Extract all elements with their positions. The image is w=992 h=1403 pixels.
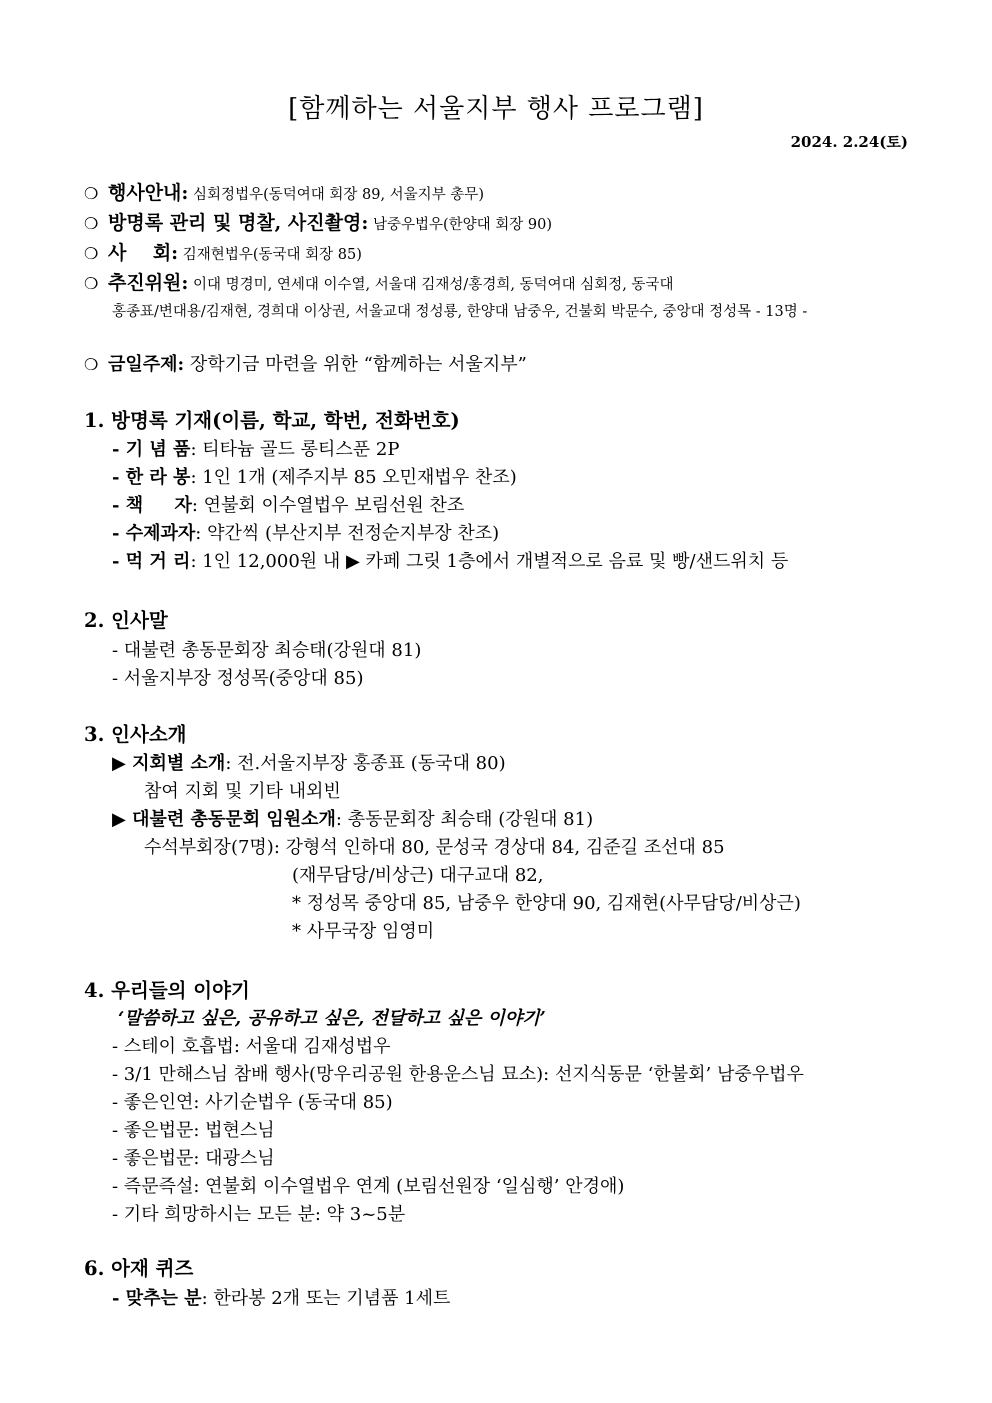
list-item: 참여 지회 및 기타 내외빈 (144, 781, 341, 802)
info-guestbook: ❍ 방명록 관리 및 명찰, 사진촬영: 남중우법우(한양대 회장 90) (84, 210, 552, 238)
circle-bullet-icon: ❍ (84, 355, 99, 374)
event-date: 2024. 2.24(토) (790, 133, 908, 151)
list-item: - 한 라 봉: 1인 1개 (제주지부 85 오민재법우 찬조) (112, 467, 517, 488)
section-4-heading: 4. 우리들의 이야기 (84, 979, 250, 1002)
list-item: * 사무국장 임영미 (292, 921, 435, 942)
list-item: - 맞추는 분: 한라봉 2개 또는 기념품 1세트 (112, 1288, 451, 1309)
list-item: - 수제과자: 약간씩 (부산지부 전정순지부장 찬조) (112, 523, 500, 544)
section-2-heading: 2. 인사말 (84, 609, 168, 632)
list-item: - 먹 거 리: 1인 12,000원 내 ▶ 카페 그릿 1층에서 개별적으로 음료 및 빵/샌드위치 등 (112, 551, 789, 572)
circle-bullet-icon: ❍ (84, 244, 99, 263)
list-item: - 좋은인연: 사기순법우 (동국대 85) (112, 1092, 393, 1113)
list-item: 수석부회장(7명): 강형석 인하대 80, 문성국 경상대 84, 김준길 조선대 85 (144, 837, 725, 858)
section-1-heading: 1. 방명록 기재(이름, 학교, 학번, 전화번호) (84, 409, 460, 432)
list-item: - 즉문즉설: 연불회 이수열법우 연계 (보림선원장 ‘일심행’ 안경애) (112, 1176, 625, 1197)
list-item: (재무담당/비상근) 대구교대 82, (292, 865, 544, 886)
list-item: - 책 자: 연불회 이수열법우 보림선원 찬조 (112, 495, 465, 516)
section-3-heading: 3. 인사소개 (84, 723, 187, 746)
circle-bullet-icon: ❍ (84, 184, 99, 203)
circle-bullet-icon: ❍ (84, 214, 99, 233)
list-item: - 좋은법문: 대광스님 (112, 1148, 275, 1169)
list-item: - 3/1 만해스님 참배 행사(망우리공원 한용운스님 묘소): 선지식동문 ‘한불회’ 남중우법우 (112, 1064, 804, 1085)
list-item: - 기타 희망하시는 모든 분: 약 3~5분 (112, 1204, 406, 1225)
circle-bullet-icon: ❍ (84, 274, 99, 293)
section-6-heading: 6. 아재 퀴즈 (84, 1257, 194, 1280)
list-item: ▶ 대불련 총동문회 임원소개: 총동문회장 최승태 (강원대 81) (112, 809, 594, 830)
list-item: ▶ 지회별 소개: 전.서울지부장 홍종표 (동국대 80) (112, 753, 506, 774)
list-item: - 대불련 총동문회장 최승태(강원대 81) (112, 640, 422, 661)
info-mc: ❍ 사 회: 김재현법우(동국대 회장 85) (84, 240, 362, 268)
info-committee-continued: 홍종표/변대용/김재현, 경희대 이상권, 서울교대 정성룡, 한양대 남중우, 건불회 박문수, 중앙대 정성목 - 13명 - (112, 304, 808, 320)
list-item: * 정성목 중앙대 85, 남중우 한양대 90, 김재현(사무담당/비상근) (292, 893, 801, 914)
list-item: - 좋은법문: 법현스님 (112, 1120, 275, 1141)
info-committee: ❍ 추진위원: 이대 명경미, 연세대 이수열, 서울대 김재성/홍경희, 동덕여대 심회정, 동국대 (84, 270, 673, 298)
list-item: - 기 념 품: 티타늄 골드 롱티스푼 2P (112, 439, 400, 460)
theme-line: ❍ 금일주제: 장학기금 마련을 위한 “함께하는 서울지부” (84, 352, 527, 378)
list-item: - 스테이 호흡법: 서울대 김재성법우 (112, 1036, 391, 1057)
page-title: [함께하는 서울지부 행사 프로그램] (288, 94, 704, 124)
info-host: ❍ 행사안내: 심회정법우(동덕여대 회장 89, 서울지부 총무) (84, 180, 484, 208)
section-4-subtitle: ‘말씀하고 싶은, 공유하고 싶은, 전달하고 싶은 이야기’ (118, 1008, 546, 1029)
list-item: - 서울지부장 정성목(중앙대 85) (112, 668, 364, 689)
